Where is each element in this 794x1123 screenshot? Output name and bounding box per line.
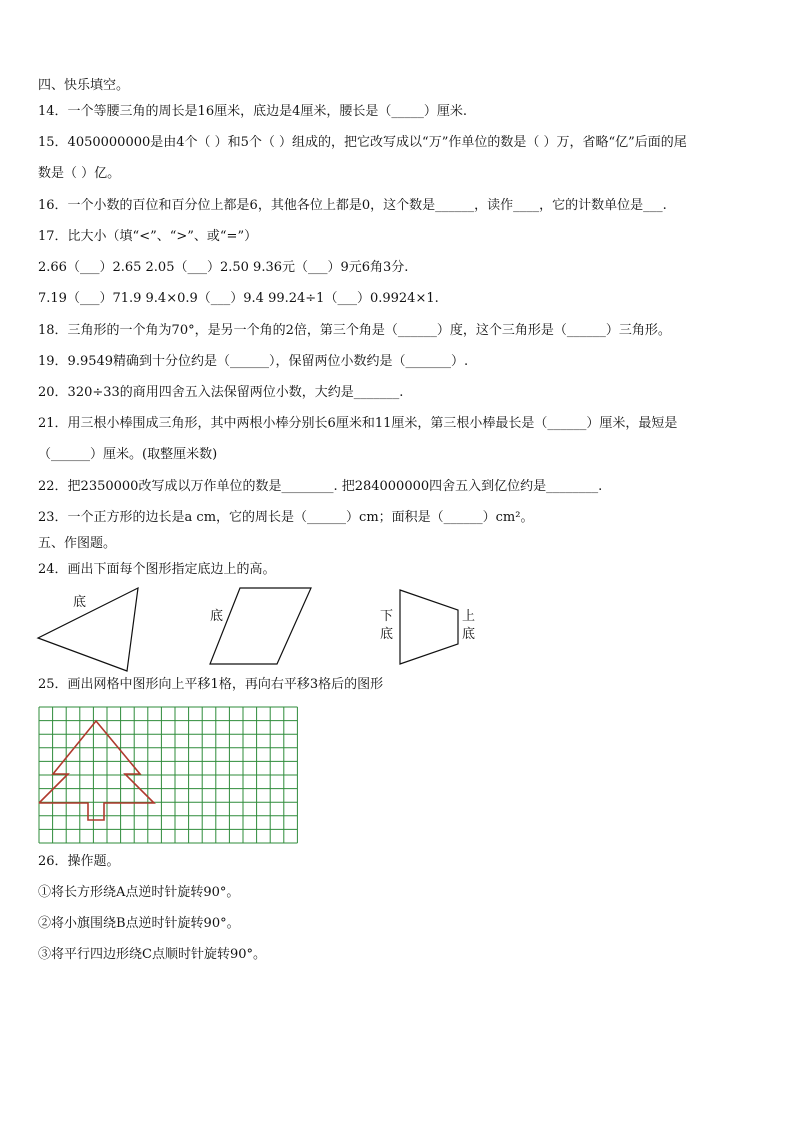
section-heading-drawing: 五、作图题。 xyxy=(38,536,117,551)
trapezoid-upper-base-label-2: 底 xyxy=(462,627,476,642)
question-17-title: 17．比大小（填“<”、“>”、或“=”） xyxy=(38,229,258,244)
question-26: 26．操作题。 xyxy=(38,854,120,869)
question-22: 22．把2350000改写成以万作单位的数是________. 把284000000四舍五入到亿位约是________. xyxy=(38,479,603,494)
grid-lines xyxy=(39,707,297,843)
question-17-row-2: 7.19（___）71.9 9.4×0.9（___）9.4 99.24÷1（___）0.9924×1. xyxy=(38,291,439,306)
question-15-line-2: 数是（ ）亿。 xyxy=(38,166,121,181)
question-26-item-2: ②将小旗围绕B点逆时针旋转90°。 xyxy=(38,916,240,931)
question-20: 20．320÷33的商用四舍五入法保留两位小数，大约是_______. xyxy=(38,385,404,400)
section-heading-fill-in: 四、快乐填空。 xyxy=(38,78,130,93)
question-24: 24．画出下面每个图形指定底边上的高。 xyxy=(38,562,276,577)
parallelogram-shape xyxy=(210,588,311,664)
question-15-line-1: 15．4050000000是由4个（ ）和5个（ ）组成的，把它改写成以“万”作单位的数是（ ）万，省略“亿”后面的尾 xyxy=(38,135,687,150)
tree-shape xyxy=(39,721,154,820)
trapezoid-upper-base-label-1: 上 xyxy=(462,609,476,624)
translation-grid xyxy=(38,706,300,838)
question-26-item-3: ③将平行四边形绕C点顺时针旋转90°。 xyxy=(38,947,266,962)
shapes-figure xyxy=(30,580,500,675)
question-21-line-1: 21．用三根小棒围成三角形，其中两根小棒分别长6厘米和11厘米，第三根小棒最长是（______）厘米，最短是 xyxy=(38,416,678,431)
question-18: 18．三角形的一个角为70°，是另一个角的2倍，第三个角是（______）度，这个三角形是（______）三角形。 xyxy=(38,323,671,338)
question-16: 16．一个小数的百位和百分位上都是6，其他各位上都是0，这个数是______，读作____，它的计数单位是___. xyxy=(38,198,667,213)
trapezoid-lower-base-label-2: 底 xyxy=(380,627,394,642)
trapezoid-shape xyxy=(400,590,458,664)
triangle-base-label: 底 xyxy=(73,595,87,610)
question-25: 25．画出网格中图形向上平移1格，再向右平移3格后的图形 xyxy=(38,677,384,692)
question-26-item-1: ①将长方形绕A点逆时针旋转90°。 xyxy=(38,885,240,900)
triangle-shape xyxy=(38,588,138,671)
question-17-row-1: 2.66（___）2.65 2.05（___）2.50 9.36元（___）9元6角3分. xyxy=(38,260,409,275)
question-19: 19．9.9549精确到十分位约是（______），保留两位小数约是（_______）. xyxy=(38,354,469,369)
question-14: 14．一个等腰三角的周长是16厘米，底边是4厘米，腰长是（_____）厘米. xyxy=(38,104,467,119)
parallelogram-base-label: 底 xyxy=(210,609,224,624)
question-21-line-2: （______）厘米。(取整厘米数) xyxy=(38,447,218,462)
question-23: 23．一个正方形的边长是a cm，它的周长是（______）cm；面积是（______）cm²。 xyxy=(38,510,534,525)
trapezoid-lower-base-label-1: 下 xyxy=(380,609,394,624)
